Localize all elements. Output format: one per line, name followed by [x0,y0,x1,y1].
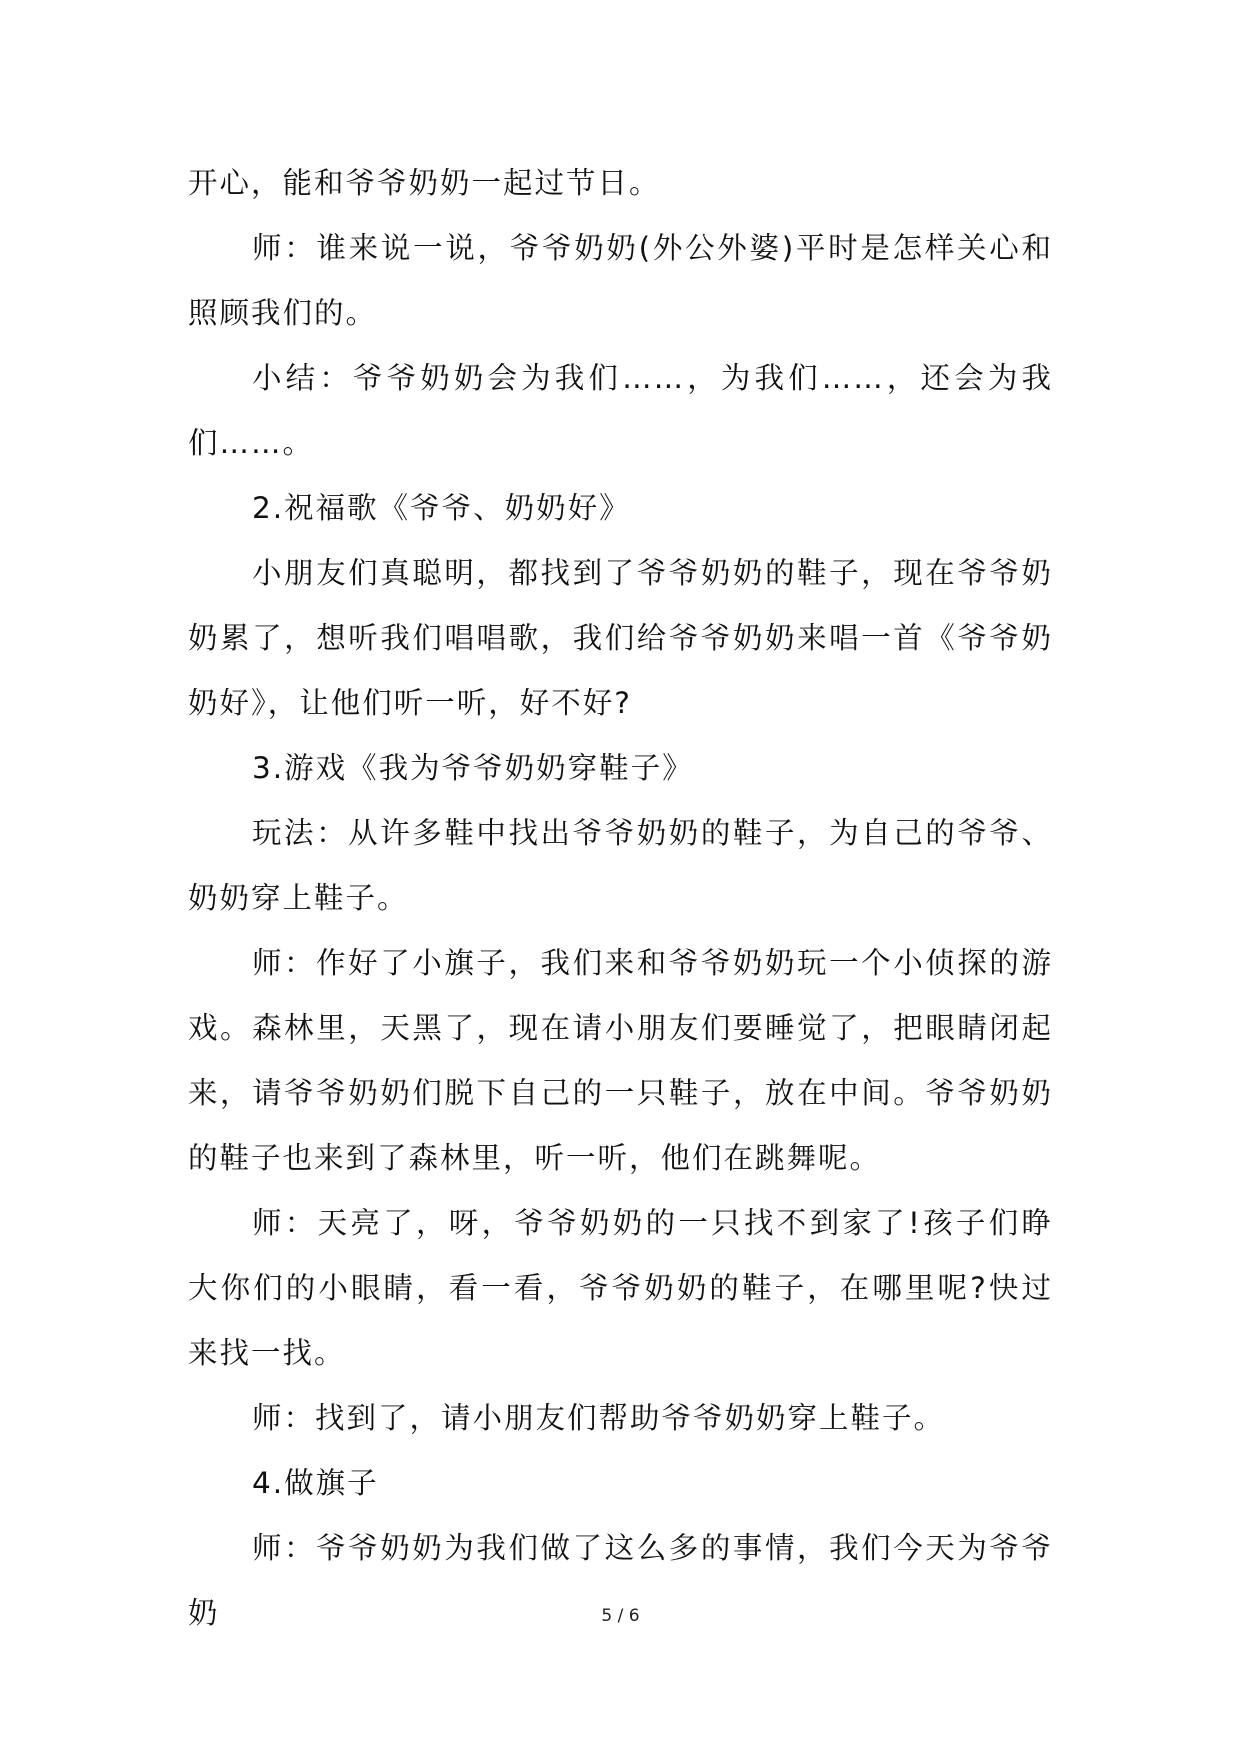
paragraph-heading: 3.游戏《我为爷爷奶奶穿鞋子》 [252,751,694,785]
paragraph: 师：找到了，请小朋友们帮助爷爷奶奶穿上鞋子。 [252,1401,946,1435]
paragraph: 师：爷爷奶奶为我们做了这么多的事情，我们今天为爷爷奶 [188,1531,1053,1630]
page-number: 5 / 6 [601,1606,640,1626]
paragraph: 小结：爷爷奶奶会为我们……，为我们……，还会为我们……。 [188,361,1053,460]
paragraph: 玩法：从许多鞋中找出爷爷奶奶的鞋子，为自己的爷爷、奶奶穿上鞋子。 [188,816,1053,915]
paragraph: 师：谁来说一说，爷爷奶奶(外公外婆)平时是怎样关心和照顾我们的。 [188,231,1053,330]
paragraph: 师：天亮了，呀，爷爷奶奶的一只找不到家了!孩子们睁大你们的小眼睛，看一看，爷爷奶奶的鞋子，在哪里呢?快过来找一找。 [188,1206,1053,1370]
paragraph-heading: 4.做旗子 [252,1466,379,1500]
paragraph: 开心，能和爷爷奶奶一起过节日。 [188,166,661,200]
paragraph: 师：作好了小旗子，我们来和爷爷奶奶玩一个小侦探的游戏。森林里，天黑了，现在请小朋友们要睡觉了，把眼睛闭起来，请爷爷奶奶们脱下自己的一只鞋子，放在中间。爷爷奶奶的鞋子也来到了森林里，听一听，他们在跳舞呢。 [188,946,1053,1175]
paragraph-heading: 2.祝福歌《爷爷、奶奶好》 [252,491,631,525]
paragraph: 小朋友们真聪明，都找到了爷爷奶奶的鞋子，现在爷爷奶奶累了，想听我们唱唱歌，我们给爷爷奶奶来唱一首《爷爷奶奶好》，让他们听一听，好不好? [188,556,1053,720]
document-body [188,151,1053,1646]
